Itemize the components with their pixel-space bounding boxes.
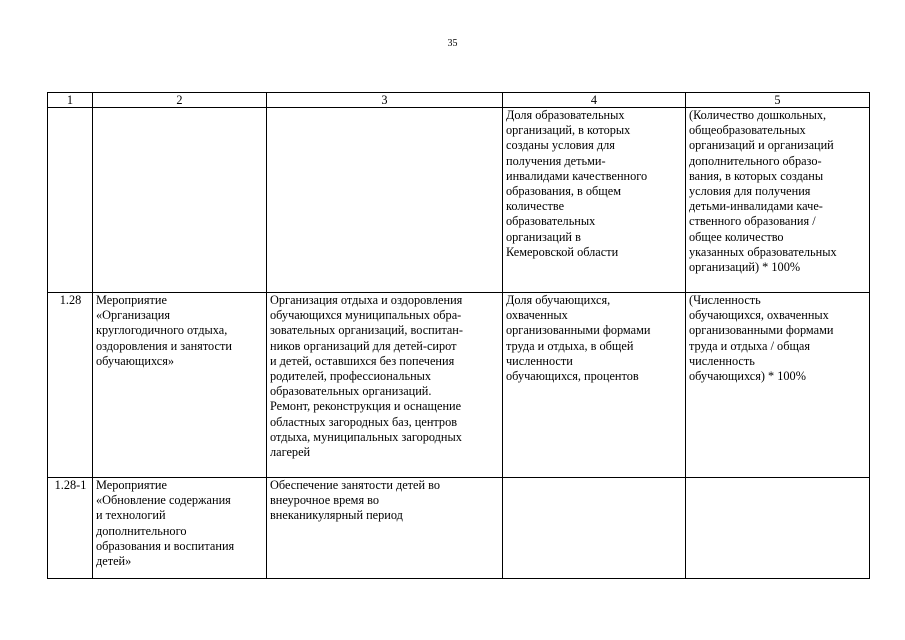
formula-cell: (Количество дошкольных, общеобразовательных организаций и организаций дополнительного образо- вания, в которых созданы условия для получения детьми-инвалидами каче- ственного образования / общее количество указанных образовательных организаций) * 100% <box>686 108 870 293</box>
row-number-cell <box>48 108 93 293</box>
table-header-row <box>48 93 870 108</box>
column-header-4: 4 <box>503 93 686 108</box>
column-header-5: 5 <box>686 93 870 108</box>
activity-cell: Мероприятие «Обновление содержания и технологий дополнительного образования и воспитания детей» <box>93 478 267 579</box>
indicator-cell <box>503 478 686 579</box>
activity-cell: Мероприятие «Организация круглогодичного отдыха, оздоровления и занятости обучающихся» <box>93 293 267 478</box>
formula-cell: (Численность обучающихся, охваченных организованными формами труда и отдыха / общая численность обучающихся) * 100% <box>686 293 870 478</box>
column-header-1: 1 <box>48 93 93 108</box>
activity-cell <box>93 108 267 293</box>
row-number-cell: 1.28-1 <box>48 478 93 579</box>
table-row <box>48 293 870 478</box>
row-number-cell: 1.28 <box>48 293 93 478</box>
page-number: 35 <box>447 38 458 49</box>
description-cell <box>267 108 503 293</box>
table-row <box>48 478 870 579</box>
column-header-2: 2 <box>93 93 267 108</box>
description-cell: Организация отдыха и оздоровления обучающихся муниципальных обра- зовательных организаций, воспитан- ников организаций для детей-сирот и детей, оставшихся без попечения родителей, профессиональных образовательных организаций. Ремонт, реконструкция и оснащение областных загородных баз, центров отдыха, муниципальных загородных лагерей <box>267 293 503 478</box>
formula-cell <box>686 478 870 579</box>
indicator-cell: Доля образовательных организаций, в которых созданы условия для получения детьми- инвалидами качественного образования, в общем количестве образовательных организаций в Кемеровской области <box>503 108 686 293</box>
indicator-cell: Доля обучающихся, охваченных организованными формами труда и отдыха, в общей численности обучающихся, процентов <box>503 293 686 478</box>
description-cell: Обеспечение занятости детей во внеурочное время во внеканикулярный период <box>267 478 503 579</box>
column-header-3: 3 <box>267 93 503 108</box>
program-table <box>47 92 870 579</box>
table-row <box>48 108 870 293</box>
